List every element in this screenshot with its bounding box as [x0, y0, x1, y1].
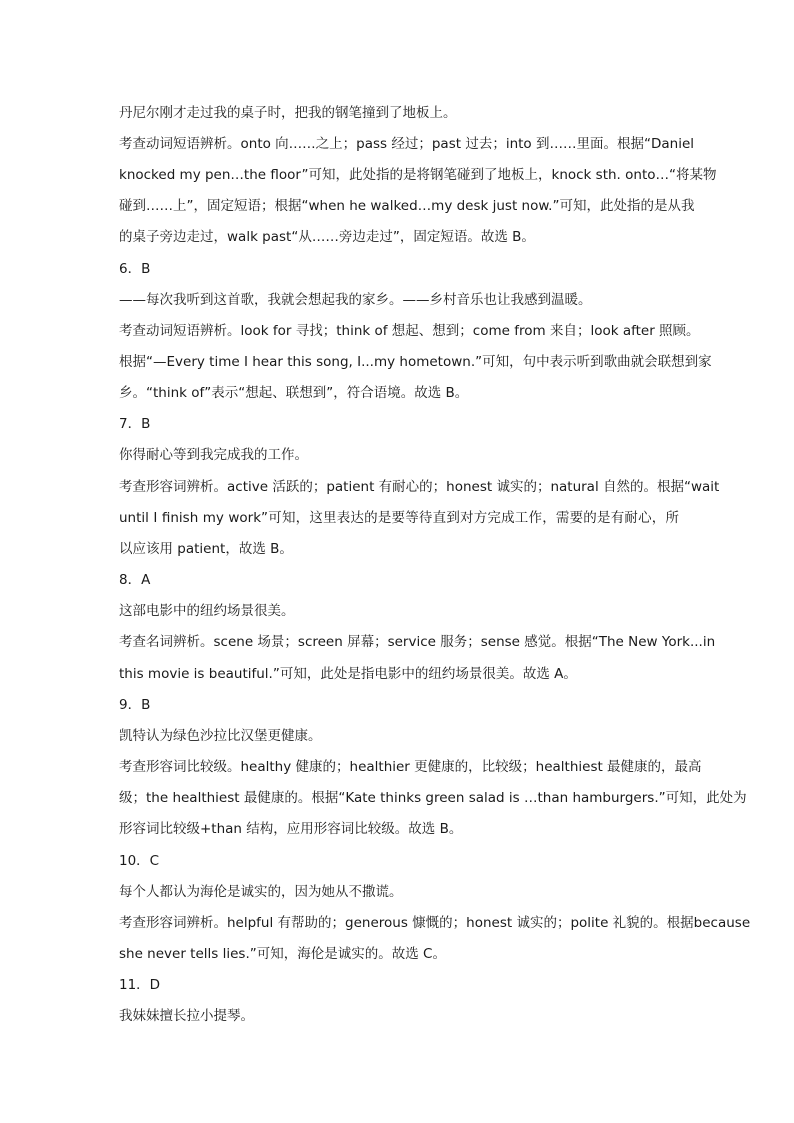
translation-line: 凯特认为绿色沙拉比汉堡更健康。	[119, 728, 322, 744]
analysis-line: 以应该用 patient，故选 B。	[119, 541, 293, 557]
analysis-line: 的桌子旁边走过，walk past“从……旁边走过”，固定短语。故选 B。	[119, 229, 535, 245]
analysis-line: 考查动词短语辨析。onto 向……之上；pass 经过；past 过去；into 到……里面。根据“Daniel	[119, 136, 694, 152]
analysis-line: knocked my pen…the floor”可知，此处指的是将钢笔碰到了地板上，knock sth. onto…“将某物	[119, 167, 717, 183]
analysis-line: she never tells lies.”可知，海伦是诚实的。故选 C。	[119, 946, 446, 962]
answer-number: 9．B	[119, 697, 151, 713]
translation-line: 这部电影中的纽约场景很美。	[119, 603, 295, 619]
answer-number: 7．B	[119, 416, 151, 432]
analysis-line: 考查形容词比较级。healthy 健康的；healthier 更健康的，比较级；healthiest 最健康的，最高	[119, 759, 702, 775]
answer-number: 10．C	[119, 853, 160, 869]
answer-number: 6．B	[119, 261, 151, 277]
analysis-line: 考查形容词辨析。helpful 有帮助的；generous 慷慨的；honest 诚实的；polite 礼貌的。根据because	[119, 915, 751, 931]
translation-line: 丹尼尔刚才走过我的桌子时，把我的钢笔撞到了地板上。	[119, 105, 457, 121]
answer-number: 8．A	[119, 572, 151, 588]
translation-line: 你得耐心等到我完成我的工作。	[119, 447, 308, 463]
analysis-line: 考查动词短语辨析。look for 寻找；think of 想起、想到；come from 来自；look after 照顾。	[119, 323, 700, 339]
analysis-line: 考查形容词辨析。active 活跃的；patient 有耐心的；honest 诚实的；natural 自然的。根据“wait	[119, 479, 720, 495]
translation-line: 我妹妹擅长拉小提琴。	[119, 1008, 254, 1024]
analysis-line: 乡。“think of”表示“想起、联想到”，符合语境。故选 B。	[119, 385, 469, 401]
analysis-line: 考查名词辨析。scene 场景；screen 屏幕；service 服务；sense 感觉。根据“The New York...in	[119, 634, 716, 650]
analysis-line: 形容词比较级+than 结构，应用形容词比较级。故选 B。	[119, 821, 463, 837]
translation-line: 每个人都认为海伦是诚实的，因为她从不撒谎。	[119, 884, 403, 900]
analysis-line: this movie is beautiful.”可知，此处是指电影中的纽约场景很美。故选 A。	[119, 666, 577, 682]
translation-line: ——每次我听到这首歌，我就会想起我的家乡。——乡村音乐也让我感到温暖。	[119, 292, 592, 308]
analysis-line: 根据“—Every time I hear this song, I...my hometown.”可知，句中表示听到歌曲就会联想到家	[119, 354, 712, 370]
analysis-line: 碰到……上”，固定短语；根据“when he walked…my desk just now.”可知，此处指的是从我	[119, 198, 695, 214]
answer-number: 11．D	[119, 977, 161, 993]
analysis-line: 级；the healthiest 最健康的。根据“Kate thinks green salad is …than hamburgers.”可知，此处为	[119, 790, 747, 806]
analysis-line: until I finish my work”可知，这里表达的是要等待直到对方完成工作，需要的是有耐心，所	[119, 510, 679, 526]
